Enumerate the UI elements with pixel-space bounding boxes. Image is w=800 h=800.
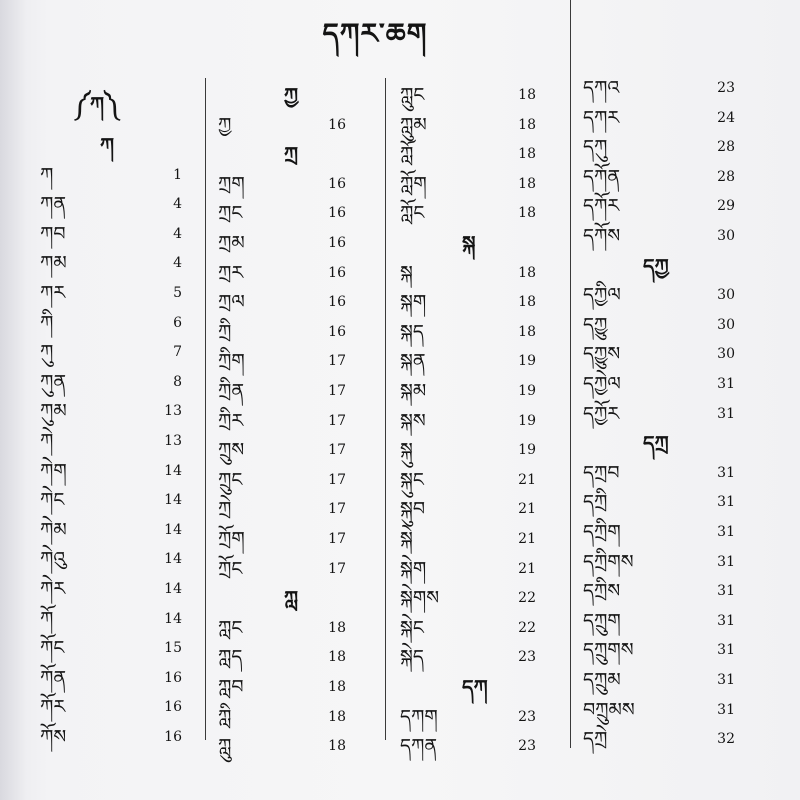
entry-page-number: 31 xyxy=(717,405,735,422)
entry-page-number: 19 xyxy=(518,412,536,429)
entry-word: སྐ xyxy=(400,261,413,284)
entry-page-number: 18 xyxy=(518,264,536,281)
entry-page-number: 18 xyxy=(328,738,346,755)
entry-page-number: 21 xyxy=(518,471,536,488)
entry-page-number: 8 xyxy=(173,373,182,390)
entry-page-number: 18 xyxy=(328,619,346,636)
column-divider-3 xyxy=(570,0,571,748)
entry-word: སྐུ xyxy=(400,439,413,462)
entry-word: ཀེ xyxy=(40,430,54,452)
entry-word: ཀྲོང xyxy=(218,557,243,580)
entry-word: ཀླད xyxy=(218,646,243,669)
entry-word: དཀྲིས xyxy=(583,580,621,603)
entry-page-number: 5 xyxy=(173,285,182,301)
entry-word: ཀེམ xyxy=(40,518,67,541)
entry-page-number: 1 xyxy=(173,166,182,183)
entry-page-number: 16 xyxy=(164,669,182,686)
entry-page-number: 17 xyxy=(328,471,346,488)
entry-word: སྐམ xyxy=(400,380,427,402)
entry-page-number: 31 xyxy=(717,642,735,659)
entry-word: དཀྲིགས xyxy=(583,550,634,573)
entry-page-number: 14 xyxy=(164,492,182,509)
entry-page-number: 16 xyxy=(328,294,346,311)
entry-page-number: 29 xyxy=(717,198,735,215)
entry-word: སྐུང xyxy=(400,468,424,491)
entry-word: ཀྲི xyxy=(218,320,232,343)
column-divider-2 xyxy=(385,78,386,740)
entry-word: ཀམ xyxy=(40,252,67,275)
entry-page-number: 28 xyxy=(717,168,735,185)
entry-word: ཀློ xyxy=(400,143,414,166)
entry-page-number: 19 xyxy=(518,442,536,459)
entry-word: ཀན xyxy=(40,193,67,216)
entry-page-number: 13 xyxy=(164,433,182,449)
entry-word: དཀུ xyxy=(583,136,608,159)
entry-word: ཀེང xyxy=(40,489,65,512)
entry-page-number: 17 xyxy=(328,412,346,429)
entry-word: དཀྲབ xyxy=(583,461,620,484)
entry-word: ཀེག xyxy=(40,459,67,482)
entry-word: ཀྲག xyxy=(218,172,245,195)
entry-word: ཀྱ xyxy=(218,113,232,136)
entry-word: ཀློང xyxy=(400,202,425,225)
entry-word: བཀྲུམས xyxy=(583,698,635,721)
entry-page-number: 31 xyxy=(717,701,735,718)
entry-page-number: 16 xyxy=(328,264,346,281)
heading-letter: ཀླ xyxy=(284,586,299,611)
entry-page-number: 18 xyxy=(518,323,536,340)
heading-letter: ཀྲ xyxy=(284,142,299,167)
entry-word: སྐེད xyxy=(400,646,424,669)
entry-word: དཀྱེལ xyxy=(583,373,621,395)
entry-word: ཀོན xyxy=(40,666,67,689)
entry-page-number: 17 xyxy=(328,501,346,518)
entry-word: ཀྲུས xyxy=(218,439,245,462)
entry-word: ཀྲང xyxy=(218,202,243,225)
entry-word: དཀོས xyxy=(583,225,621,247)
entry-page-number: 4 xyxy=(173,196,182,213)
entry-page-number: 15 xyxy=(164,640,182,657)
page-title: དཀར་ཆག xyxy=(322,17,428,50)
entry-page-number: 18 xyxy=(518,294,536,311)
entry-page-number: 14 xyxy=(164,551,182,568)
entry-word: ཀླུམ xyxy=(400,113,427,136)
entry-page-number: 7 xyxy=(173,344,182,361)
entry-word: ཀླུང xyxy=(400,84,425,106)
entry-word: དཀྱུས xyxy=(583,343,621,366)
entry-word: སྐེགས xyxy=(400,587,440,610)
entry-page-number: 31 xyxy=(717,376,735,392)
heading-letter: ཀ xyxy=(100,133,115,157)
book-spine-shadow xyxy=(0,0,26,800)
entry-word: སྐེ xyxy=(400,528,413,550)
entry-word: ཀེའུ xyxy=(40,548,66,571)
entry-page-number: 30 xyxy=(717,346,735,363)
entry-page-number: 30 xyxy=(717,228,735,244)
entry-word: དཀག xyxy=(400,705,438,728)
entry-page-number: 28 xyxy=(717,139,735,156)
entry-word: ཀྲར xyxy=(218,261,244,284)
entry-word: ཀློག xyxy=(400,172,427,195)
entry-page-number: 16 xyxy=(328,235,346,251)
entry-word: དཀའ xyxy=(583,77,620,99)
entry-page-number: 32 xyxy=(717,731,735,748)
entry-word: སྐེག xyxy=(400,557,427,580)
entry-word: དཀར xyxy=(583,106,620,129)
entry-word: ཀ xyxy=(40,163,54,186)
entry-page-number: 21 xyxy=(518,501,536,518)
entry-page-number: 13 xyxy=(164,403,182,420)
entry-word: དཀན xyxy=(400,735,438,758)
entry-page-number: 17 xyxy=(328,353,346,370)
heading-letter: དཀྱ xyxy=(643,253,669,278)
entry-page-number: 31 xyxy=(717,494,735,511)
entry-word: ཀེར xyxy=(40,578,66,600)
entry-word: ཀླབ xyxy=(218,676,244,698)
entry-word: སྐུབ xyxy=(400,498,426,521)
entry-word: ཀོར xyxy=(40,696,66,719)
entry-page-number: 23 xyxy=(518,708,536,725)
entry-page-number: 16 xyxy=(328,116,346,133)
entry-word: དཀོར xyxy=(583,195,620,218)
entry-page-number: 18 xyxy=(518,175,536,192)
entry-page-number: 18 xyxy=(518,116,536,133)
entry-word: སྐས xyxy=(400,409,426,432)
entry-page-number: 14 xyxy=(164,581,182,597)
entry-page-number: 14 xyxy=(164,462,182,479)
entry-word: ཀྲིར xyxy=(218,409,244,432)
entry-word: ཀི xyxy=(40,311,54,334)
column-divider-1 xyxy=(205,78,206,740)
heading-letter: དཀ xyxy=(462,675,488,699)
entry-page-number: 16 xyxy=(328,175,346,192)
entry-word: ཀླུ xyxy=(218,735,232,758)
entry-word: ཀུམ xyxy=(40,400,67,423)
entry-page-number: 23 xyxy=(518,649,536,666)
entry-page-number: 16 xyxy=(164,699,182,716)
entry-word: དཀྱོར xyxy=(583,402,620,425)
entry-page-number: 14 xyxy=(164,521,182,538)
entry-page-number: 18 xyxy=(518,205,536,222)
entry-page-number: 17 xyxy=(328,531,346,547)
entry-word: དཀྲུགས xyxy=(583,639,634,662)
entry-page-number: 31 xyxy=(717,672,735,688)
entry-page-number: 31 xyxy=(717,583,735,600)
entry-word: དཀོན xyxy=(583,165,621,188)
entry-page-number: 22 xyxy=(518,619,536,636)
entry-word: ཀུན xyxy=(40,370,67,393)
entry-word: དཀྲུག xyxy=(583,609,621,632)
entry-word: ཀོ xyxy=(40,607,54,630)
entry-word: སྐག xyxy=(400,291,427,314)
entry-word: ཀྲིན xyxy=(218,380,245,402)
entry-page-number: 19 xyxy=(518,383,536,399)
entry-word: ཀུ xyxy=(40,341,54,364)
entry-page-number: 31 xyxy=(717,612,735,629)
entry-word: དཀྱུ xyxy=(583,313,608,336)
entry-page-number: 30 xyxy=(717,287,735,304)
entry-page-number: 18 xyxy=(518,87,536,103)
entry-page-number: 30 xyxy=(717,316,735,333)
entry-word: སྐེང xyxy=(400,616,424,639)
entry-word: ཀྲིག xyxy=(218,350,245,373)
entry-page-number: 21 xyxy=(518,531,536,547)
entry-page-number: 18 xyxy=(518,146,536,163)
entry-word: ཀླི xyxy=(218,705,232,728)
heading-letter: ཀྱ xyxy=(284,83,299,107)
entry-word: ཀྲེ xyxy=(218,498,232,521)
entry-page-number: 16 xyxy=(328,205,346,222)
entry-word: ཀྲོག xyxy=(218,528,245,550)
entry-word: ཀར xyxy=(40,282,66,304)
entry-word: ཀོང xyxy=(40,637,65,660)
entry-word: དཀྲིག xyxy=(583,521,621,543)
entry-page-number: 4 xyxy=(173,255,182,272)
entry-page-number: 23 xyxy=(717,80,735,96)
entry-page-number: 22 xyxy=(518,590,536,607)
entry-word: སྐན xyxy=(400,350,426,373)
entry-page-number: 16 xyxy=(328,323,346,340)
entry-page-number: 4 xyxy=(173,225,182,242)
entry-word: ཀབ xyxy=(40,222,66,245)
entry-page-number: 6 xyxy=(173,314,182,331)
entry-page-number: 17 xyxy=(328,383,346,399)
entry-page-number: 16 xyxy=(164,729,182,745)
entry-page-number: 18 xyxy=(328,679,346,695)
entry-word: དཀྲེ xyxy=(583,728,608,751)
entry-word: དཀྲུམ xyxy=(583,669,621,691)
entry-page-number: 14 xyxy=(164,610,182,627)
entry-page-number: 17 xyxy=(328,560,346,577)
entry-page-number: 18 xyxy=(328,708,346,725)
entry-word: དཀྲི xyxy=(583,491,608,514)
entry-word: ཀྲལ xyxy=(218,291,245,314)
entry-word: དཀྱིལ xyxy=(583,284,621,307)
entry-page-number: 17 xyxy=(328,442,346,459)
entry-page-number: 31 xyxy=(717,553,735,570)
entry-page-number: 24 xyxy=(717,109,735,126)
heading-letter: སྐ xyxy=(462,231,476,255)
entry-word: སྐད xyxy=(400,320,424,343)
entry-word: ཀྲམ xyxy=(218,232,245,254)
entry-page-number: 21 xyxy=(518,560,536,577)
entry-word: ཀྲུང xyxy=(218,468,243,491)
entry-page-number: 19 xyxy=(518,353,536,370)
heading-letter: དཀྲ xyxy=(643,431,669,456)
entry-page-number: 23 xyxy=(518,738,536,755)
entry-word: ཀླང xyxy=(218,616,243,639)
section-mark: ༼ཀ༽ xyxy=(74,92,119,116)
entry-page-number: 31 xyxy=(717,524,735,540)
entry-page-number: 18 xyxy=(328,649,346,666)
entry-page-number: 31 xyxy=(717,464,735,481)
entry-word: ཀོས xyxy=(40,726,67,748)
